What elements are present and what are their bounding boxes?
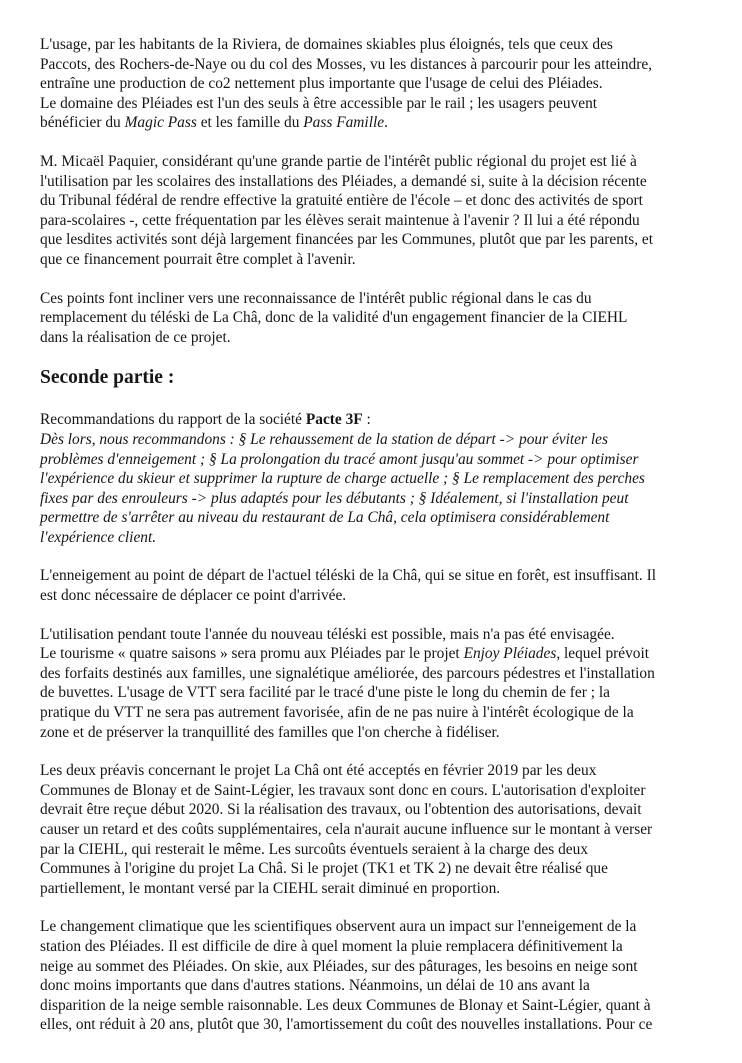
text-line: elles, ont réduit à 20 ans, plutôt que 30, l'amortissement du coût des nouvelles installations. Pour ce — [40, 1016, 653, 1034]
text-line: Ces points font incliner vers une reconnaissance de l'intérêt public régional dans le cas du — [40, 289, 592, 307]
text-line: devrait être reçue début 2020. Si la réalisation des travaux, ou l'obtention des autorisations, devait — [40, 801, 642, 819]
text-line: disparition de la neige semble raisonnable. Les deux Communes de Blonay et Saint-Légier, quant à — [40, 996, 651, 1014]
section-heading: Seconde partie : — [40, 367, 175, 389]
paragraph-climat — [40, 917, 698, 1035]
paragraph-quatre-saisons — [40, 625, 698, 743]
enjoy-pleiades-term: Enjoy Pléiades — [463, 645, 557, 663]
text-line: des forfaits destinés aux familles, une signalétique améliorée, des parcours pédestres et l'installation — [40, 664, 655, 682]
text-run: , lequel prévoit — [556, 645, 650, 663]
text-line — [40, 113, 698, 133]
text-line: de buvettes. L'usage de VTT sera facilité par le tracé d'une piste le long du chemin de fer ; la — [40, 684, 610, 702]
text-run: . — [384, 114, 388, 132]
text-line: donc moins importants que dans d'autres stations. Néanmoins, un délai de 10 ans avant la — [40, 977, 590, 995]
quote-line: fixes par des enrouleurs -> plus adaptés pour les débutants ; § Idéalement, si l'installation peut — [40, 489, 629, 507]
text-line: par la CIEHL, qui resterait le même. Les surcoûts éventuels seraient à la charge des deux — [40, 840, 589, 858]
text-line: que lesdites activités sont déjà largement financées par les Communes, plutôt que par les parents, et — [40, 231, 654, 249]
paragraph-enneigement — [40, 566, 698, 605]
company-name: Pacte 3F — [305, 411, 363, 429]
text-line: M. Micaël Paquier, considérant qu'une grande partie de l'intérêt public régional du projet est lié à — [40, 152, 637, 170]
text-line: zone et de préserver la tranquillité des familles que l'on cherche à fidéliser. — [40, 723, 500, 741]
quote-line: l'expérience client. — [40, 528, 157, 546]
text-line: Paccots, des Rochers-de-Naye ou du col des Mosses, vu les distances à parcourir pour les atteindre, — [40, 55, 653, 73]
quote-line: l'expérience du skieur et supprimer la rupture de charge actuelle ; § Le remplacement des perches — [40, 470, 645, 488]
paragraph-preavis — [40, 761, 698, 898]
text-line: L'usage, par les habitants de la Riviera, de domaines skiables plus éloignés, tels que ceux des — [40, 36, 613, 53]
quote-line: Dès lors, nous recommandons : § Le rehaussement de la station de départ -> pour éviter les — [40, 430, 608, 448]
text-line: du Tribunal fédéral de rendre effective la gratuité entière de l'école – et donc des activités de sport — [40, 192, 643, 210]
text-run: et les famille du — [196, 114, 304, 132]
text-line — [40, 410, 698, 430]
text-line: causer un retard et des coûts supplémentaires, cela n'aurait aucune influence sur le montant à verser — [40, 821, 653, 838]
text-line: Communes à l'origine du projet La Châ. Si le projet (TK1 et TK 2) ne devait être réalisé que — [40, 860, 608, 878]
text-line: para-scolaires -, cette fréquentation par les élèves serait maintenue à l'avenir ? Il lui a été répondu — [40, 211, 640, 229]
text-line: pratique du VTT ne sera pas autrement favorisée, afin de ne pas nuire à l'intérêt écologique de la — [40, 704, 634, 722]
text-line: dans la réalisation de ce projet. — [40, 328, 231, 346]
magic-pass-term: Magic Pass — [124, 114, 197, 132]
quote-line: permettre de s'arrêter au niveau du restaurant de La Châ, cela optimisera considérablement — [40, 509, 610, 527]
text-run: : — [362, 411, 371, 429]
paragraph-co2 — [40, 35, 698, 133]
paragraph-paquier — [40, 152, 698, 270]
text-line: Le domaine des Pléiades est l'un des seuls à être accessible par le rail ; les usagers peuvent — [40, 94, 598, 112]
text-run: Le tourisme « quatre saisons » sera promu aux Pléiades par le projet — [40, 645, 464, 663]
text-line: neige au sommet des Pléiades. On skie, aux Pléiades, sur des pâturages, les besoins en neige sont — [40, 957, 638, 975]
text-line: Le changement climatique que les scientifiques observent aura un impact sur l'enneigement de la — [40, 918, 637, 936]
text-run: bénéficier du — [40, 114, 125, 132]
quote-line: problèmes d'enneigement ; § La prolongation du tracé amont jusqu'au sommet -> pour optimiser — [40, 450, 639, 468]
text-line: entraîne une production de co2 nettement plus importante que l'usage de celui des Pléiades. — [40, 75, 603, 93]
text-line: L'utilisation pendant toute l'année du nouveau téléski est possible, mais n'a pas été envisagée. — [40, 625, 615, 643]
text-line: est donc nécessaire de déplacer ce point d'arrivée. — [40, 587, 347, 605]
text-line: que ce financement pourrait être complet à l'avenir. — [40, 250, 356, 268]
text-line — [40, 644, 698, 664]
recommendation-quote — [40, 430, 698, 548]
text-line: l'utilisation par les scolaires des installations des Pléiades, a demandé si, suite à la décision récente — [40, 172, 647, 190]
paragraph-conclusion — [40, 289, 698, 348]
pass-famille-term: Pass Famille — [303, 114, 385, 132]
text-run: Recommandations du rapport de la société — [40, 411, 306, 429]
text-line: partiellement, le montant versé par la CIEHL serait diminué en proportion. — [40, 879, 501, 897]
text-line: Communes de Blonay et de Saint-Légier, les travaux sont donc en cours. L'autorisation d'exploiter — [40, 781, 646, 799]
text-line: Les deux préavis concernant le projet La Châ ont été acceptés en février 2019 par les deux — [40, 762, 597, 780]
paragraph-recommendations — [40, 410, 698, 547]
text-line: remplacement du téléski de La Châ, donc de la validité d'un engagement financier de la CIEHL — [40, 309, 628, 327]
text-line: station des Pléiades. Il est difficile de dire à quel moment la pluie remplacera définitivement la — [40, 937, 623, 955]
text-line: L'enneigement au point de départ de l'actuel téléski de la Châ, qui se situe en forêt, est insuffisant. Il — [40, 567, 656, 585]
